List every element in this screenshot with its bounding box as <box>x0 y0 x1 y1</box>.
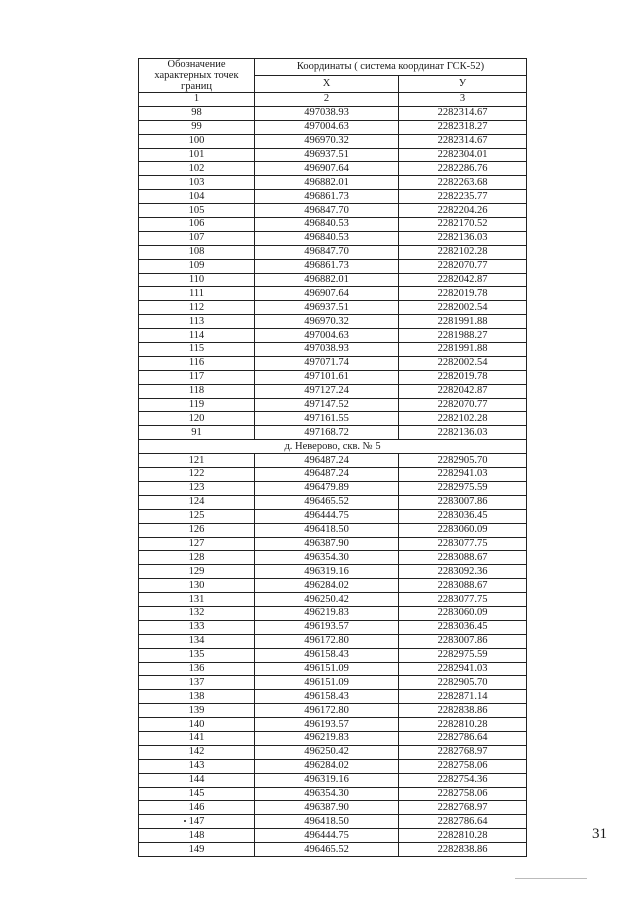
point-id-cell: 133 <box>139 620 255 634</box>
point-id-cell: 143 <box>139 759 255 773</box>
point-id-cell: 116 <box>139 356 255 370</box>
table-row <box>139 495 527 509</box>
y-coordinate-cell: 2282758.06 <box>399 787 527 801</box>
header-y: У <box>399 76 527 93</box>
table-row <box>139 370 527 384</box>
y-coordinate-cell: 2283036.45 <box>399 620 527 634</box>
point-id-cell: 117 <box>139 370 255 384</box>
x-coordinate-cell: 496479.89 <box>255 481 399 495</box>
x-coordinate-cell: 496487.24 <box>255 454 399 468</box>
table-row <box>139 273 527 287</box>
x-coordinate-cell: 496354.30 <box>255 551 399 565</box>
point-id-cell: 121 <box>139 454 255 468</box>
x-coordinate-cell: 496219.83 <box>255 731 399 745</box>
y-coordinate-cell: 2282102.28 <box>399 245 527 259</box>
y-coordinate-cell: 2282905.70 <box>399 676 527 690</box>
point-id-cell: 101 <box>139 148 255 162</box>
point-id-cell: 123 <box>139 481 255 495</box>
table-row <box>139 315 527 329</box>
y-coordinate-cell: 2281991.88 <box>399 315 527 329</box>
y-coordinate-cell: 2282838.86 <box>399 704 527 718</box>
y-coordinate-cell: 2282102.28 <box>399 412 527 426</box>
point-id-cell: 135 <box>139 648 255 662</box>
y-coordinate-cell: 2283060.09 <box>399 606 527 620</box>
point-id-cell: 102 <box>139 162 255 176</box>
point-id-cell: 103 <box>139 176 255 190</box>
x-coordinate-cell: 496284.02 <box>255 579 399 593</box>
table-row <box>139 787 527 801</box>
y-coordinate-cell: 2282070.77 <box>399 259 527 273</box>
column-number-1: 1 <box>139 93 255 107</box>
table-row <box>139 551 527 565</box>
x-coordinate-cell: 496158.43 <box>255 648 399 662</box>
x-coordinate-cell: 496937.51 <box>255 301 399 315</box>
x-coordinate-cell: 496847.70 <box>255 245 399 259</box>
point-id-cell: 118 <box>139 384 255 398</box>
point-id-cell: 149 <box>139 843 255 857</box>
table-row <box>139 343 527 357</box>
y-coordinate-cell: 2282019.78 <box>399 370 527 384</box>
x-coordinate-cell: 496354.30 <box>255 787 399 801</box>
column-number-3: 3 <box>399 93 527 107</box>
y-coordinate-cell: 2282871.14 <box>399 690 527 704</box>
x-coordinate-cell: 496151.09 <box>255 676 399 690</box>
table-row <box>139 704 527 718</box>
column-number-2: 2 <box>255 93 399 107</box>
table-row <box>139 606 527 620</box>
table-row <box>139 648 527 662</box>
y-coordinate-cell: 2282941.03 <box>399 468 527 482</box>
table-row <box>139 176 527 190</box>
table-row <box>139 231 527 245</box>
y-coordinate-cell: 2282838.86 <box>399 843 527 857</box>
table-row <box>139 134 527 148</box>
y-coordinate-cell: 2282758.06 <box>399 759 527 773</box>
point-id-cell: 125 <box>139 509 255 523</box>
section-row <box>139 440 527 454</box>
y-coordinate-cell: 2283088.67 <box>399 551 527 565</box>
y-coordinate-cell: 2281988.27 <box>399 329 527 343</box>
x-coordinate-cell: 496970.32 <box>255 315 399 329</box>
table-row <box>139 579 527 593</box>
x-coordinate-cell: 496907.64 <box>255 162 399 176</box>
point-id-cell: 127 <box>139 537 255 551</box>
y-coordinate-cell: 2282754.36 <box>399 773 527 787</box>
y-coordinate-cell: 2282810.28 <box>399 718 527 732</box>
y-coordinate-cell: 2283077.75 <box>399 593 527 607</box>
x-coordinate-cell: 496284.02 <box>255 759 399 773</box>
y-coordinate-cell: 2283092.36 <box>399 565 527 579</box>
point-id-cell: 129 <box>139 565 255 579</box>
x-coordinate-cell: 496907.64 <box>255 287 399 301</box>
point-id-cell: 130 <box>139 579 255 593</box>
y-coordinate-cell: 2282810.28 <box>399 829 527 843</box>
header-x: X <box>255 76 399 93</box>
y-coordinate-cell: 2282786.64 <box>399 815 527 829</box>
table-row <box>139 676 527 690</box>
x-coordinate-cell: 496250.42 <box>255 593 399 607</box>
header-coordinates: Координаты ( система координат ГСК-52) <box>255 59 527 76</box>
table-row <box>139 356 527 370</box>
y-coordinate-cell: 2282042.87 <box>399 273 527 287</box>
point-id-cell: 109 <box>139 259 255 273</box>
point-id-cell: 140 <box>139 718 255 732</box>
point-id-cell: 122 <box>139 468 255 482</box>
table-row <box>139 815 527 829</box>
point-id-cell: 134 <box>139 634 255 648</box>
table-row <box>139 509 527 523</box>
point-id-cell: 112 <box>139 301 255 315</box>
table-row <box>139 204 527 218</box>
y-coordinate-cell: 2282318.27 <box>399 120 527 134</box>
point-id-cell: 126 <box>139 523 255 537</box>
x-coordinate-cell: 496465.52 <box>255 495 399 509</box>
table-row <box>139 287 527 301</box>
coordinates-table <box>138 58 527 857</box>
y-coordinate-cell: 2282304.01 <box>399 148 527 162</box>
table-row <box>139 120 527 134</box>
point-id-cell: 142 <box>139 745 255 759</box>
x-coordinate-cell: 496387.90 <box>255 537 399 551</box>
y-coordinate-cell: 2282002.54 <box>399 356 527 370</box>
point-id-cell: 105 <box>139 204 255 218</box>
x-coordinate-cell: 496151.09 <box>255 662 399 676</box>
table-row <box>139 662 527 676</box>
x-coordinate-cell: 496970.32 <box>255 134 399 148</box>
y-coordinate-cell: 2282786.64 <box>399 731 527 745</box>
x-coordinate-cell: 497071.74 <box>255 356 399 370</box>
y-coordinate-cell: 2281991.88 <box>399 343 527 357</box>
point-id-cell: 136 <box>139 662 255 676</box>
x-coordinate-cell: 496158.43 <box>255 690 399 704</box>
y-coordinate-cell: 2282941.03 <box>399 662 527 676</box>
point-id-cell: 131 <box>139 593 255 607</box>
y-coordinate-cell: 2282975.59 <box>399 648 527 662</box>
y-coordinate-cell: 2283036.45 <box>399 509 527 523</box>
y-coordinate-cell: 2282235.77 <box>399 190 527 204</box>
point-id-cell: 108 <box>139 245 255 259</box>
table-row <box>139 329 527 343</box>
y-coordinate-cell: 2282263.68 <box>399 176 527 190</box>
point-id-cell: 148 <box>139 829 255 843</box>
x-coordinate-cell: 496319.16 <box>255 565 399 579</box>
x-coordinate-cell: 496861.73 <box>255 259 399 273</box>
y-coordinate-cell: 2282905.70 <box>399 454 527 468</box>
x-coordinate-cell: 496250.42 <box>255 745 399 759</box>
point-id-cell: 141 <box>139 731 255 745</box>
y-coordinate-cell: 2282002.54 <box>399 301 527 315</box>
x-coordinate-cell: 496861.73 <box>255 190 399 204</box>
y-coordinate-cell: 2283077.75 <box>399 537 527 551</box>
y-coordinate-cell: 2282768.97 <box>399 801 527 815</box>
x-coordinate-cell: 497038.93 <box>255 106 399 120</box>
x-coordinate-cell: 497038.93 <box>255 343 399 357</box>
x-coordinate-cell: 496418.50 <box>255 523 399 537</box>
table-row <box>139 245 527 259</box>
table-row <box>139 412 527 426</box>
table-row <box>139 218 527 232</box>
y-coordinate-cell: 2282136.03 <box>399 426 527 440</box>
y-coordinate-cell: 2282170.52 <box>399 218 527 232</box>
x-coordinate-cell: 496465.52 <box>255 843 399 857</box>
y-coordinate-cell: 2283060.09 <box>399 523 527 537</box>
table-row <box>139 301 527 315</box>
y-coordinate-cell: 2282204.26 <box>399 204 527 218</box>
table-row <box>139 384 527 398</box>
table-row <box>139 523 527 537</box>
scan-speck <box>184 820 186 822</box>
x-coordinate-cell: 497101.61 <box>255 370 399 384</box>
x-coordinate-cell: 496444.75 <box>255 509 399 523</box>
y-coordinate-cell: 2282286.76 <box>399 162 527 176</box>
x-coordinate-cell: 497004.63 <box>255 120 399 134</box>
table-row <box>139 148 527 162</box>
table-row <box>139 259 527 273</box>
section-label: д. Неверово, скв. № 5 <box>139 440 527 454</box>
point-id-cell: 147 <box>139 815 255 829</box>
table-row <box>139 537 527 551</box>
y-coordinate-cell: 2282975.59 <box>399 481 527 495</box>
point-id-cell: 139 <box>139 704 255 718</box>
point-id-cell: 144 <box>139 773 255 787</box>
table-row <box>139 481 527 495</box>
page-number: 31 <box>592 826 607 842</box>
table-row <box>139 162 527 176</box>
table-row <box>139 773 527 787</box>
table-row <box>139 829 527 843</box>
point-id-cell: 115 <box>139 343 255 357</box>
y-coordinate-cell: 2282314.67 <box>399 106 527 120</box>
x-coordinate-cell: 496193.57 <box>255 620 399 634</box>
point-id-cell: 110 <box>139 273 255 287</box>
y-coordinate-cell: 2283007.86 <box>399 495 527 509</box>
x-coordinate-cell: 497004.63 <box>255 329 399 343</box>
x-coordinate-cell: 496172.80 <box>255 634 399 648</box>
x-coordinate-cell: 496193.57 <box>255 718 399 732</box>
point-id-cell: 104 <box>139 190 255 204</box>
table-row <box>139 398 527 412</box>
table-row <box>139 634 527 648</box>
point-id-cell: 113 <box>139 315 255 329</box>
table-row <box>139 593 527 607</box>
x-coordinate-cell: 497168.72 <box>255 426 399 440</box>
x-coordinate-cell: 496172.80 <box>255 704 399 718</box>
table-row <box>139 620 527 634</box>
table-row <box>139 759 527 773</box>
y-coordinate-cell: 2282042.87 <box>399 384 527 398</box>
x-coordinate-cell: 496840.53 <box>255 218 399 232</box>
y-coordinate-cell: 2283007.86 <box>399 634 527 648</box>
column-number-row <box>139 93 527 107</box>
x-coordinate-cell: 497161.55 <box>255 412 399 426</box>
point-id-cell: 120 <box>139 412 255 426</box>
x-coordinate-cell: 496847.70 <box>255 204 399 218</box>
table-row <box>139 745 527 759</box>
y-coordinate-cell: 2282070.77 <box>399 398 527 412</box>
table-row <box>139 731 527 745</box>
table-row <box>139 454 527 468</box>
point-id-cell: 106 <box>139 218 255 232</box>
point-id-cell: 137 <box>139 676 255 690</box>
point-id-cell: 145 <box>139 787 255 801</box>
y-coordinate-cell: 2282136.03 <box>399 231 527 245</box>
y-coordinate-cell: 2283088.67 <box>399 579 527 593</box>
point-id-cell: 119 <box>139 398 255 412</box>
x-coordinate-cell: 496319.16 <box>255 773 399 787</box>
footer-rule <box>515 878 587 879</box>
table-row <box>139 690 527 704</box>
point-id-cell: 138 <box>139 690 255 704</box>
x-coordinate-cell: 497127.24 <box>255 384 399 398</box>
x-coordinate-cell: 496487.24 <box>255 468 399 482</box>
point-id-cell: 111 <box>139 287 255 301</box>
point-id-cell: 128 <box>139 551 255 565</box>
point-id-cell: 132 <box>139 606 255 620</box>
table-row <box>139 565 527 579</box>
x-coordinate-cell: 496882.01 <box>255 176 399 190</box>
y-coordinate-cell: 2282019.78 <box>399 287 527 301</box>
point-id-cell: 91 <box>139 426 255 440</box>
x-coordinate-cell: 496387.90 <box>255 801 399 815</box>
x-coordinate-cell: 496219.83 <box>255 606 399 620</box>
x-coordinate-cell: 496937.51 <box>255 148 399 162</box>
table-row <box>139 801 527 815</box>
header-row <box>139 59 527 76</box>
x-coordinate-cell: 496882.01 <box>255 273 399 287</box>
x-coordinate-cell: 496444.75 <box>255 829 399 843</box>
table-row <box>139 190 527 204</box>
point-id-cell: 99 <box>139 120 255 134</box>
x-coordinate-cell: 497147.52 <box>255 398 399 412</box>
header-designation: Обозначение характерных точек границ <box>139 59 255 93</box>
table-row <box>139 718 527 732</box>
point-id-cell: 124 <box>139 495 255 509</box>
point-id-cell: 107 <box>139 231 255 245</box>
point-id-cell: 146 <box>139 801 255 815</box>
y-coordinate-cell: 2282768.97 <box>399 745 527 759</box>
point-id-cell: 100 <box>139 134 255 148</box>
table-row <box>139 843 527 857</box>
point-id-cell: 98 <box>139 106 255 120</box>
table-row <box>139 468 527 482</box>
y-coordinate-cell: 2282314.67 <box>399 134 527 148</box>
table-row <box>139 426 527 440</box>
x-coordinate-cell: 496418.50 <box>255 815 399 829</box>
table-row <box>139 106 527 120</box>
x-coordinate-cell: 496840.53 <box>255 231 399 245</box>
point-id-cell: 114 <box>139 329 255 343</box>
